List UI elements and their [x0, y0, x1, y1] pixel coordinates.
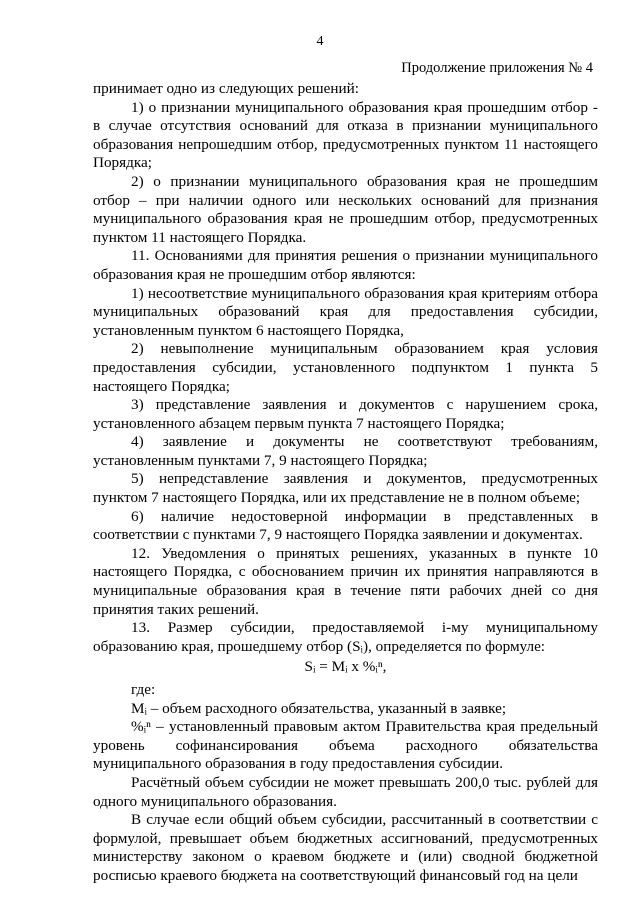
paragraph: 4) заявление и документы не соответствуют требованиям, установленным пунктами 7, 9 настоящего Порядка;: [93, 433, 598, 469]
paragraph: В случае если общий объем субсидии, рассчитанный в соответствии с формулой, превышает объем бюджетных ассигнований, предусмотренных министерству законом о краевом бюджете и (или) сводной бюджетной росписью краевого бюджета на соответствующий финансовый год на цели: [93, 811, 598, 884]
page-number: 4: [316, 34, 324, 49]
paragraph: 6) наличие недостоверной информации в представленных в соответствии с пунктами 7, 9 настоящего Порядка заявлении и документах.: [93, 507, 598, 544]
paragraph: 13. Размер субсидии, предоставляемой i-му муниципальному образованию края, прошедшему отбор (Sᵢ), определяется по формуле:: [93, 619, 598, 655]
continuation-label: Продолжение приложения № 4: [401, 60, 593, 76]
paragraph: Расчётный объем субсидии не может превышать 200,0 тыс. рублей для одного муниципального образования.: [93, 773, 598, 810]
document-body: [93, 80, 598, 886]
paragraph: Mᵢ – объем расходного обязательства, указанный в заявке;: [131, 699, 507, 717]
paragraph: 11. Основаниями для принятия решения о признании муниципального образования края не прошедшим отбор являются:: [93, 247, 598, 283]
paragraph: где:: [131, 681, 156, 698]
paragraph: %ᵢⁿ – установленный правовым актом Правительства края предельный уровень софинансирования объема расходного обязательства муниципального образования в году предоставления субсидии.: [93, 718, 598, 773]
paragraph: 12. Уведомления о принятых решениях, указанных в пункте 10 настоящего Порядка, с обоснованием причин их принятия направляются в муниципальные образования края в течение пяти рабочих дней со дня принятия таких решений.: [93, 544, 598, 618]
paragraph: 5) непредставление заявления и документов, предусмотренных пунктом 7 настоящего Порядка, или их представление не в полном объеме;: [93, 470, 598, 507]
paragraph: 1) о признании муниципального образования края прошедшим отбор - в случае отсутствия оснований для отказа в признании муниципального образования непрошедшим отбор, предусмотренных пунктом 11 настоящего Порядка;: [93, 98, 598, 172]
paragraph: 3) представление заявления и документов с нарушением срока, установленного абзацем первым пункта 7 настоящего Порядка;: [93, 396, 598, 432]
formula: Sᵢ = Mᵢ х %ᵢⁿ,: [304, 658, 387, 676]
paragraph: 2) невыполнение муниципальным образованием края условия предоставления субсидии, установленного подпунктом 1 пункта 5 настоящего Порядка;: [93, 340, 598, 395]
paragraph: принимает одно из следующих решений:: [93, 80, 359, 97]
paragraph: 1) несоответствие муниципального образования края критериям отбора муниципальных образований края для предоставления субсидии, установленным пунктом 6 настоящего Порядка,: [93, 284, 598, 339]
paragraph: 2) о признании муниципального образования края не прошедшим отбор – при наличии одного или нескольких оснований для признания муниципального образования края не прошедшим отбор, предусмотренных пунктом 11 настоящего Порядка.: [93, 172, 598, 246]
